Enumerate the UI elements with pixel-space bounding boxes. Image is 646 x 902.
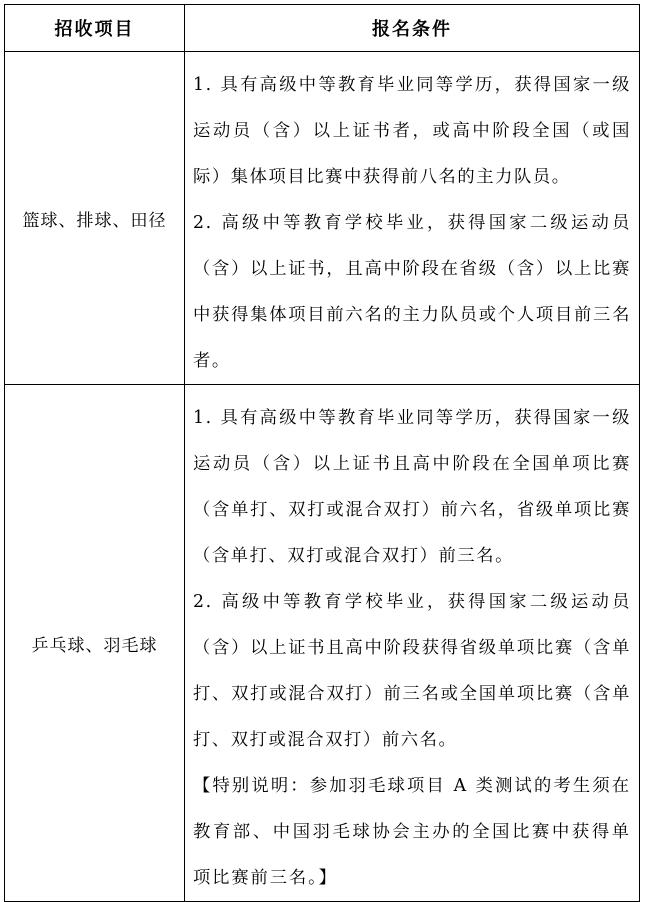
conditions-cell xyxy=(185,385,640,902)
special-note: 【特别说明：参加羽毛球项目 A 类测试的考生须在教育部、中国羽毛球协会主办的全国比赛中获得单项比赛前三名。】 xyxy=(193,776,631,888)
condition-paragraph: 1. 具有高级中等教育毕业同等学历，获得国家一级运动员（含）以上证书者，或高中阶段全国（或国际）集体项目比赛中获得前八名的主力队员。 xyxy=(193,75,631,187)
table-row xyxy=(5,52,640,385)
item-cell: 乒乓球、羽毛球 xyxy=(5,385,185,902)
condition-paragraph: 2. 高级中等教育学校毕业，获得国家二级运动员（含）以上证书且高中阶段获得省级单项比赛（含单打、双打或混合双打）前三名或全国单项比赛（含单打、双打或混合双打）前六名。 xyxy=(193,592,631,750)
condition-paragraph: 2. 高级中等教育学校毕业，获得国家二级运动员（含）以上证书，且高中阶段在省级（含）以上比赛中获得集体项目前六名的主力队员或个人项目前三名者。 xyxy=(193,213,631,371)
header-conditions: 报名条件 xyxy=(185,5,640,52)
conditions-cell xyxy=(185,52,640,385)
header-item: 招收项目 xyxy=(5,5,185,52)
admission-conditions-table xyxy=(4,4,640,902)
table-header-row xyxy=(5,5,640,52)
item-cell: 篮球、排球、田径 xyxy=(5,52,185,385)
table-row xyxy=(5,385,640,902)
condition-paragraph: 1. 具有高级中等教育毕业同等学历，获得国家一级运动员（含）以上证书且高中阶段在全国单项比赛（含单打、双打或混合双打）前六名，省级单项比赛（含单打、双打或混合双打）前三名。 xyxy=(193,408,631,566)
